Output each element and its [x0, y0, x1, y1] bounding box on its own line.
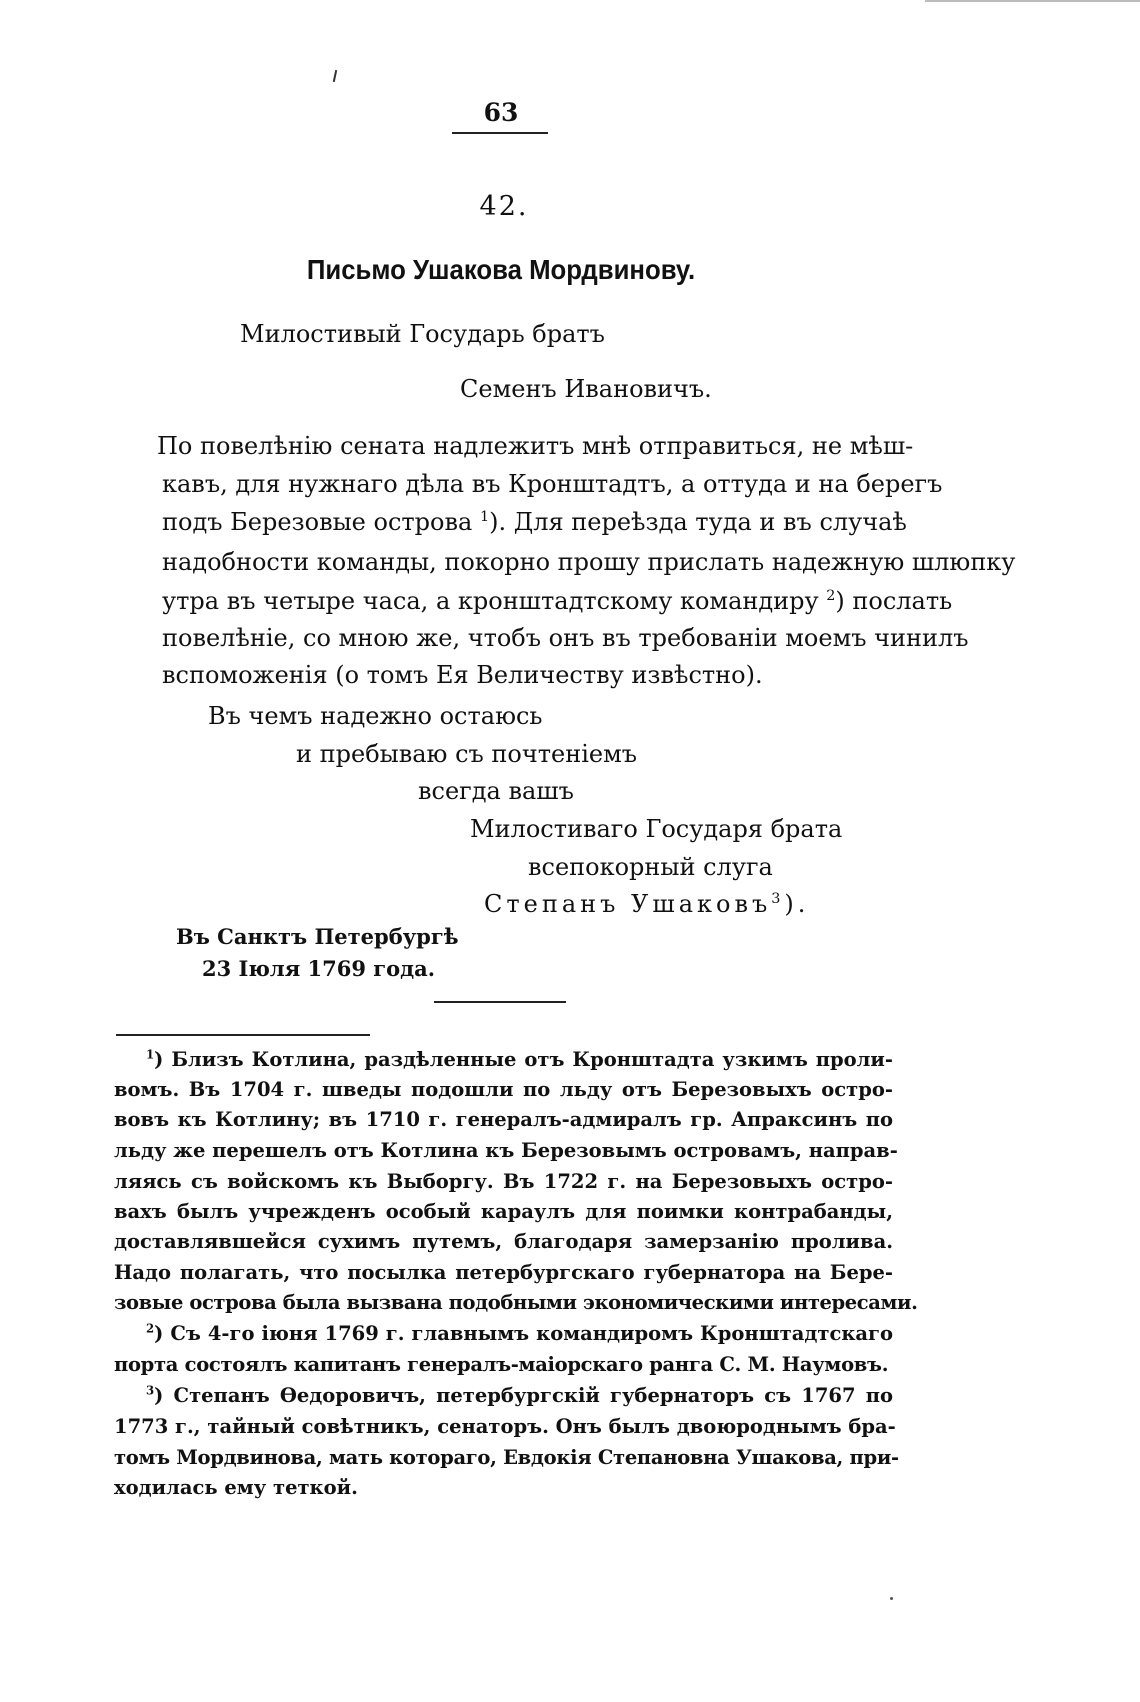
signature-tail: ). — [784, 890, 810, 918]
footnote-1-line-5: ляясь съ войскомъ къ Выборгу. Въ 1722 г. на Березовыхъ остро- — [114, 1170, 893, 1193]
footnote-2-line-1-text: ) Съ 4-го іюня 1769 г. главнымъ командиромъ Кронштадтскаго — [154, 1322, 893, 1345]
closing-line-1: Въ чемъ надежно остаюсь — [208, 702, 543, 730]
footnote-3-marker: 3 — [146, 1383, 155, 1398]
footnote-rule — [116, 1034, 370, 1036]
letter-title: Письмо Ушакова Мордвинову. — [306, 254, 696, 285]
scan-dot — [890, 1597, 893, 1600]
footnote-1-line-1 — [146, 1048, 893, 1071]
footnote-1-line-6: вахъ былъ учрежденъ особый караулъ для поимки контрабанды, — [114, 1200, 893, 1223]
footnote-3-line-4: ходилась ему теткой. — [114, 1476, 358, 1499]
page-number: 63 — [483, 98, 519, 127]
footnote-1-marker: 1 — [146, 1047, 155, 1062]
salutation-line-2: Семенъ Ивановичъ. — [460, 375, 712, 403]
note-ref-3: 3 — [771, 891, 785, 907]
place-line: Въ Санктъ Петербургѣ — [176, 924, 459, 949]
salutation-line-1: Милостивый Государь братъ — [240, 320, 605, 348]
footnote-2-line-2: порта состоялъ капитанъ генералъ-маіорскаго ранга С. М. Наумовъ. — [114, 1353, 889, 1376]
footnote-1-line-1-text: ) Близъ Котлина, раздѣленные отъ Кронштадта узкимъ проли- — [154, 1048, 893, 1071]
footnote-3-line-3: томъ Мордвинова, мать котораго, Евдокія Степановна Ушакова, при- — [114, 1446, 899, 1469]
page-number-rule — [452, 132, 548, 134]
body-line-5-tail: ) послать — [835, 587, 953, 615]
body-line-2: кавъ, для нужнаго дѣла въ Кронштадтъ, а оттуда и на берегъ — [162, 470, 943, 498]
footnote-1-line-7: доставлявшейся сухимъ путемъ, благодаря замерзанію пролива. — [114, 1230, 893, 1253]
scan-speck — [333, 70, 337, 82]
closing-line-3: всегда вашъ — [418, 777, 574, 805]
footnote-1-line-9: зовые острова была вызвана подобными экономическими интересами. — [114, 1291, 918, 1314]
signature-name: Степанъ Ушаковъ — [484, 890, 772, 918]
signature — [484, 890, 809, 918]
footnote-2-marker: 2 — [146, 1321, 155, 1336]
footnote-2-line-1 — [146, 1322, 893, 1345]
body-line-3-tail: ). Для переѣзда туда и въ случаѣ — [489, 508, 907, 536]
scan-edge-mark — [925, 0, 1140, 2]
body-line-4: надобности команды, покорно прошу прислать надежную шлюпку — [162, 548, 1016, 576]
closing-line-4: Милостиваго Государя брата — [470, 815, 843, 843]
footnote-3-line-1 — [146, 1384, 893, 1407]
closing-line-2: и пребываю съ почтеніемъ — [296, 740, 638, 768]
closing-line-5: всепокорный слуга — [528, 853, 773, 881]
footnote-1-line-2: вомъ. Въ 1704 г. шведы подошли по льду отъ Березовыхъ остро- — [114, 1078, 893, 1101]
body-line-5-text: утра въ четыре часа, а кронштадтскому командиру — [162, 587, 819, 615]
body-line-6: повелѣніе, со мною же, чтобъ онъ въ требованіи моемъ чинилъ — [162, 624, 969, 652]
footnote-1-line-8: Надо полагать, что посылка петербургскаго губернатора на Бере- — [114, 1261, 893, 1284]
body-line-5 — [162, 587, 953, 615]
letter-number: 42. — [479, 191, 529, 222]
footnote-3-line-1-text: ) Степанъ Ѳедоровичъ, петербургскій губернаторъ съ 1767 по — [154, 1384, 893, 1407]
body-line-7: вспоможенія (о томъ Ея Величеству извѣстно). — [162, 661, 763, 689]
end-rule — [434, 1001, 566, 1003]
body-line-1: По повелѣнію сената надлежитъ мнѣ отправиться, не мѣш- — [157, 432, 914, 460]
note-ref-2: 2 — [826, 588, 836, 604]
body-line-3 — [162, 508, 907, 536]
date-line: 23 Іюля 1769 года. — [202, 956, 436, 981]
footnote-3-line-2: 1773 г., тайный совѣтникъ, сенаторъ. Онъ былъ двоюроднымъ бра- — [114, 1415, 896, 1438]
body-line-3-text: подъ Березовые острова — [162, 508, 473, 536]
note-ref-1: 1 — [479, 509, 490, 525]
footnote-1-line-4: льду же перешелъ отъ Котлина къ Березовымъ островамъ, направ- — [114, 1139, 898, 1162]
footnote-1-line-3: вовъ къ Котлину; въ 1710 г. генералъ-адмиралъ гр. Апраксинъ по — [114, 1108, 893, 1131]
